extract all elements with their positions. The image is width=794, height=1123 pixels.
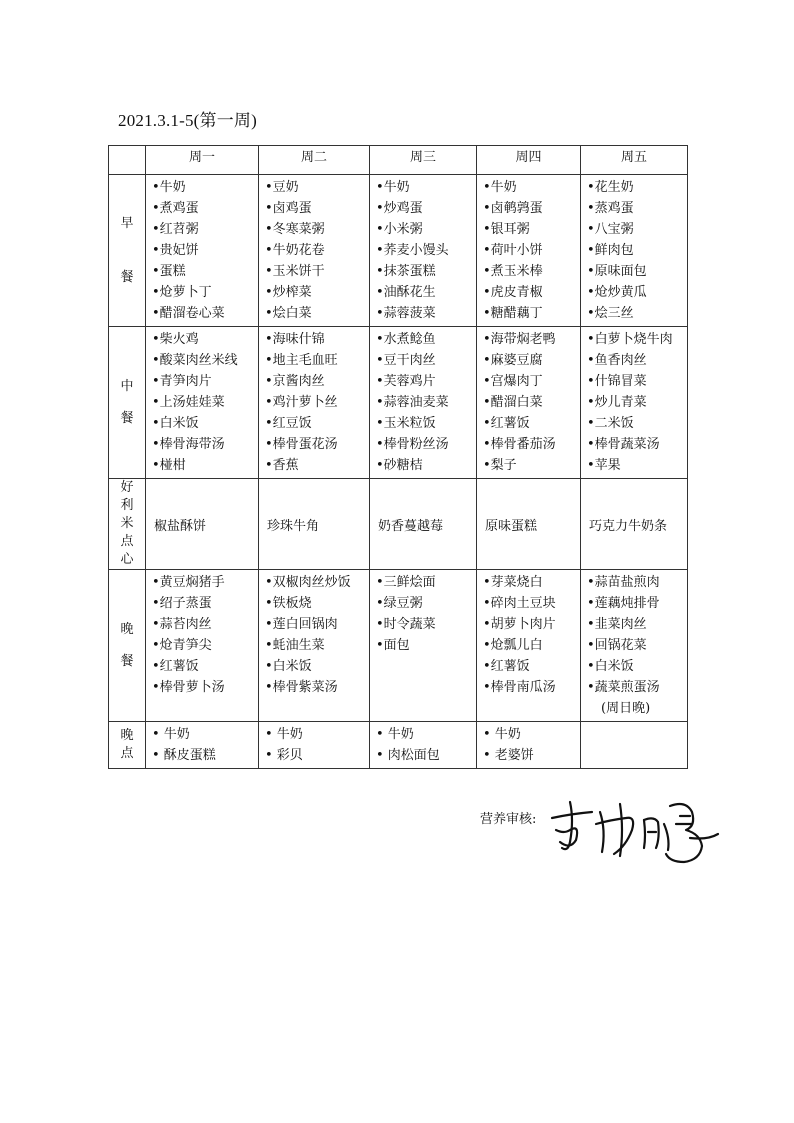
label-char: 心 <box>120 552 134 567</box>
menu-item: •红薯饭 <box>483 659 530 674</box>
menu-item: •地主毛血旺 <box>265 353 338 368</box>
menu-cell <box>370 327 477 479</box>
menu-item: •蔬菜煎蛋汤 <box>587 680 660 695</box>
menu-item: •冬寒菜粥 <box>265 222 325 237</box>
menu-item: •棒骨紫菜汤 <box>265 680 338 695</box>
menu-item: • 肉松面包 <box>376 748 440 763</box>
snack-cell: 椒盐酥饼 <box>146 479 259 570</box>
menu-item: • 牛奶 <box>376 727 414 742</box>
menu-item: •白萝卜烧牛肉 <box>587 332 673 347</box>
menu-item: •蚝油生菜 <box>265 638 325 653</box>
menu-item: •绿豆粥 <box>376 596 423 611</box>
menu-cell <box>477 327 581 479</box>
menu-item: •海味什锦 <box>265 332 325 347</box>
label-char: 晚 <box>120 621 134 637</box>
label-char: 早 <box>120 215 134 231</box>
menu-item: •红豆饭 <box>265 416 312 431</box>
menu-item: •炝炒黄瓜 <box>587 285 647 300</box>
menu-item: •二米饭 <box>587 416 634 431</box>
menu-item: •韭菜肉丝 <box>587 617 647 632</box>
menu-item: •棒骨南瓜汤 <box>483 680 556 695</box>
row-label-lunch <box>109 327 146 479</box>
menu-item: •芙蓉鸡片 <box>376 374 436 389</box>
menu-item: •醋溜白菜 <box>483 395 543 410</box>
menu-item: • 酥皮蛋糕 <box>152 748 216 763</box>
menu-item: •玉米饼干 <box>265 264 325 279</box>
menu-item: •棒骨蛋花汤 <box>265 437 338 452</box>
snack-cell: 珍珠牛角 <box>259 479 370 570</box>
menu-item: • 彩贝 <box>265 748 303 763</box>
menu-item: •烩三丝 <box>587 306 634 321</box>
menu-cell <box>146 570 259 722</box>
row-label-breakfast <box>109 175 146 327</box>
menu-item: •银耳粥 <box>483 222 530 237</box>
menu-item: • 牛奶 <box>483 727 521 742</box>
menu-item: •炝瓢儿白 <box>483 638 543 653</box>
row-label-night-snack <box>109 722 146 769</box>
snack-cell: 奶香蔓越莓 <box>370 479 477 570</box>
menu-item: •棒骨粉丝汤 <box>376 437 449 452</box>
menu-item: •白米饭 <box>265 659 312 674</box>
menu-item: •蒸鸡蛋 <box>587 201 634 216</box>
menu-item: •烩白菜 <box>265 306 312 321</box>
breakfast-row <box>109 175 688 327</box>
menu-cell <box>259 570 370 722</box>
label-char: 晚 <box>120 728 134 743</box>
menu-item: •牛奶 <box>376 180 410 195</box>
menu-item: •豆干肉丝 <box>376 353 436 368</box>
menu-item: •棒骨萝卜汤 <box>152 680 225 695</box>
menu-cell <box>477 175 581 327</box>
menu-item: •炒榨菜 <box>265 285 312 300</box>
menu-item: •卤鹌鹑蛋 <box>483 201 543 216</box>
label-char: 餐 <box>120 653 134 669</box>
menu-item: •回锅花菜 <box>587 638 647 653</box>
menu-item: •蒜苔肉丝 <box>152 617 212 632</box>
menu-item: •鲜肉包 <box>587 243 634 258</box>
menu-item: •荞麦小馒头 <box>376 243 449 258</box>
menu-item: •蛋糕 <box>152 264 186 279</box>
menu-item: •棒骨蔬菜汤 <box>587 437 660 452</box>
lunch-row <box>109 327 688 479</box>
menu-item: •莲藕炖排骨 <box>587 596 660 611</box>
label-char: 米 <box>120 516 134 531</box>
menu-item: • 牛奶 <box>265 727 303 742</box>
menu-item: •酸菜肉丝米线 <box>152 353 238 368</box>
label-char: 餐 <box>120 410 134 426</box>
menu-cell <box>259 327 370 479</box>
menu-item: •三鲜烩面 <box>376 575 436 590</box>
row-label-dinner <box>109 570 146 722</box>
menu-item: •京酱肉丝 <box>265 374 325 389</box>
menu-item: •红薯饭 <box>483 416 530 431</box>
reviewer-signature <box>540 790 730 870</box>
label-char: 餐 <box>120 269 134 285</box>
menu-item: •红薯饭 <box>152 659 199 674</box>
menu-item: •蒜蓉油麦菜 <box>376 395 449 410</box>
menu-item: •鸡汁萝卜丝 <box>265 395 338 410</box>
menu-cell <box>581 722 688 769</box>
menu-item: •炝萝卜丁 <box>152 285 212 300</box>
menu-item: •牛奶花卷 <box>265 243 325 258</box>
menu-item: •绍子蒸蛋 <box>152 596 212 611</box>
menu-item: •碎肉土豆块 <box>483 596 556 611</box>
day-header: 周二 <box>259 146 370 175</box>
menu-cell <box>370 175 477 327</box>
menu-cell <box>477 570 581 722</box>
menu-cell <box>259 175 370 327</box>
corner-cell <box>109 146 146 175</box>
menu-item: •青笋肉片 <box>152 374 212 389</box>
menu-cell <box>146 327 259 479</box>
menu-item: •煮鸡蛋 <box>152 201 199 216</box>
menu-item: •砂糖桔 <box>376 458 423 473</box>
menu-item: •红苕粥 <box>152 222 199 237</box>
day-header: 周五 <box>581 146 688 175</box>
label-char: 利 <box>120 498 134 513</box>
menu-item: •豆奶 <box>265 180 299 195</box>
menu-item: •玉米粒饭 <box>376 416 436 431</box>
menu-item: •蒜蓉菠菜 <box>376 306 436 321</box>
day-header: 周三 <box>370 146 477 175</box>
menu-item: •胡萝卜肉片 <box>483 617 556 632</box>
menu-item: •牛奶 <box>152 180 186 195</box>
menu-item: •糖醋藕丁 <box>483 306 543 321</box>
menu-item: • 牛奶 <box>152 727 190 742</box>
menu-item: •双椒肉丝炒饭 <box>265 575 351 590</box>
menu-cell <box>581 175 688 327</box>
menu-item: • 老婆饼 <box>483 748 534 763</box>
menu-cell <box>581 570 688 722</box>
menu-item: •什锦冒菜 <box>587 374 647 389</box>
menu-item: •炒儿青菜 <box>587 395 647 410</box>
menu-item: •棒骨海带汤 <box>152 437 225 452</box>
row-label-snack <box>109 479 146 570</box>
label-char: 好 <box>120 480 134 495</box>
menu-cell <box>259 722 370 769</box>
menu-item: •麻婆豆腐 <box>483 353 543 368</box>
nutrition-review-label: 营养审核: <box>480 812 537 827</box>
page-title: 2021.3.1-5(第一周) <box>118 111 257 130</box>
menu-item: •上汤娃娃菜 <box>152 395 225 410</box>
menu-item: •椪柑 <box>152 458 186 473</box>
menu-cell <box>146 722 259 769</box>
day-header: 周四 <box>477 146 581 175</box>
snack-cell: 巧克力牛奶条 <box>581 479 688 570</box>
menu-cell <box>146 175 259 327</box>
menu-item: •八宝粥 <box>587 222 634 237</box>
menu-item: •柴火鸡 <box>152 332 199 347</box>
menu-item: •香蕉 <box>265 458 299 473</box>
menu-item: (周日晚) <box>601 701 651 716</box>
menu-cell <box>370 722 477 769</box>
dinner-row <box>109 570 688 722</box>
menu-item: •炒鸡蛋 <box>376 201 423 216</box>
menu-item: •蒜苗盐煎肉 <box>587 575 660 590</box>
menu-item: •棒骨番茄汤 <box>483 437 556 452</box>
menu-item: •贵妃饼 <box>152 243 199 258</box>
menu-item: •炝青笋尖 <box>152 638 212 653</box>
label-char: 中 <box>120 378 134 394</box>
menu-item: •煮玉米棒 <box>483 264 543 279</box>
menu-item: •油酥花生 <box>376 285 436 300</box>
menu-item: •水煮鲶鱼 <box>376 332 436 347</box>
day-header: 周一 <box>146 146 259 175</box>
menu-cell <box>477 722 581 769</box>
menu-item: •卤鸡蛋 <box>265 201 312 216</box>
snack-cell: 原味蛋糕 <box>477 479 581 570</box>
menu-item: •白米饭 <box>587 659 634 674</box>
menu-item: •鱼香肉丝 <box>587 353 647 368</box>
weekly-menu-table <box>108 145 688 769</box>
menu-item: •梨子 <box>483 458 517 473</box>
menu-item: •原味面包 <box>587 264 647 279</box>
menu-item: •时令蔬菜 <box>376 617 436 632</box>
night-snack-row <box>109 722 688 769</box>
menu-item: •面包 <box>376 638 410 653</box>
menu-item: •荷叶小饼 <box>483 243 543 258</box>
menu-item: •苹果 <box>587 458 621 473</box>
snack-row <box>109 479 688 570</box>
menu-item: •铁板烧 <box>265 596 312 611</box>
menu-item: •宫爆肉丁 <box>483 374 543 389</box>
menu-item: •抹茶蛋糕 <box>376 264 436 279</box>
menu-item: •白米饭 <box>152 416 199 431</box>
menu-item: •牛奶 <box>483 180 517 195</box>
menu-cell <box>581 327 688 479</box>
menu-item: •小米粥 <box>376 222 423 237</box>
menu-item: •花生奶 <box>587 180 634 195</box>
menu-item: •醋溜卷心菜 <box>152 306 225 321</box>
menu-item: •莲白回锅肉 <box>265 617 338 632</box>
menu-item: •黄豆焖猪手 <box>152 575 225 590</box>
menu-item: •芽菜烧白 <box>483 575 543 590</box>
menu-cell <box>370 570 477 722</box>
day-header-row <box>109 146 688 175</box>
menu-item: •海带焖老鸭 <box>483 332 556 347</box>
label-char: 点 <box>120 534 134 549</box>
menu-item: •虎皮青椒 <box>483 285 543 300</box>
label-char: 点 <box>120 746 134 761</box>
